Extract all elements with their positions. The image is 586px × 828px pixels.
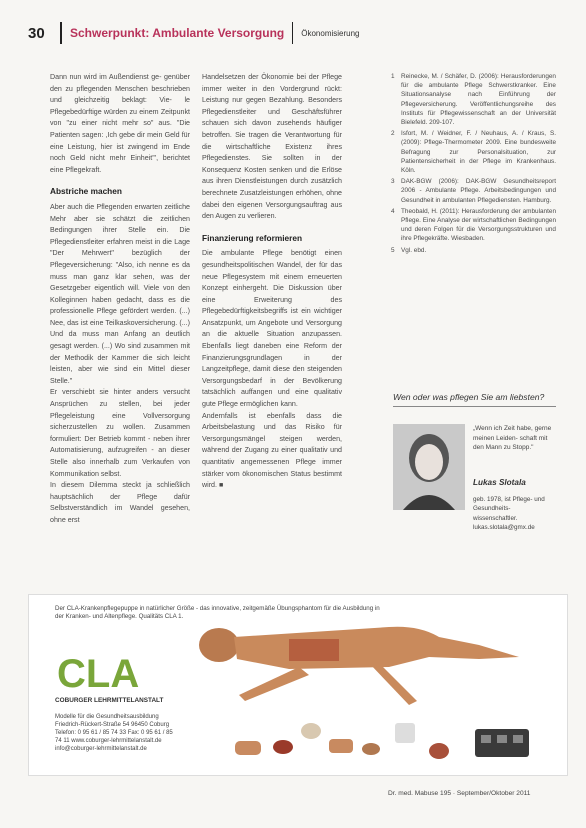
- paragraph: Die ambulante Pflege benötigt einen gesundheitspolitischen Wandel, der für das neue Pflegesystem mit einem erneuerten Konzept einhergeht. Die Diskussion über eine Erweiterung des Pflegebedürftigkeitsbegriffs ist ein wichtiger Ansatzpunkt, um Angebote und Versorgung an die aktuelle Situation anzupassen. Ebenfalls liegt daneben eine Reform der Finanzierungsgrundlagen in der Langzeitpflege, damit diese den steigenden Versorgungsbedarf in der Bevölkerung tatsächlich auffangen und eine qualitativ gute Pflege ermöglichen kann.: [202, 249, 342, 409]
- advertisement[interactable]: [28, 594, 568, 776]
- author-box: [393, 392, 556, 532]
- reference-item: 5 Vgl. ebd.: [391, 246, 427, 254]
- ad-caption: Der CLA-Krankenpflegepuppe in natürlicher Größe - das innovative, zeitgemäße Übungsphantom für die Ausbildung in der Kranken- und Altenpflege. Qualitäts CLA 1.: [55, 605, 380, 620]
- paragraph: Dann nun wird im Außendienst ge- genüber den zu pflegenden Menschen beschrieben und gleichzeitig beklagt: Vie- le Pflegebedürftige würden zu einem Zeitpunkt von "zu einer nicht mehr so" aus. "Die Patienten sagen: ,Ich gebe dir mein Geld für eine Leistung, hier ist zwingend im Ende noch Geld nicht mehr Einheit'", berichtet eine Pflegekraft.: [50, 73, 190, 174]
- author-quote: „Wenn ich Zeit habe, gerne meinen Leiden- schaft mit den Mann zu Stopp.": [473, 425, 552, 452]
- author-question: Wen oder was pflegen Sie am liebsten?: [393, 392, 556, 407]
- reference-list: [391, 72, 556, 255]
- cla-logo: [55, 649, 165, 693]
- author-bio: geb. 1978, ist Pflege- und Gesundheits- wissenschaftler. lukas.slotala@gmx.de: [473, 496, 545, 532]
- section-subtitle: Ökonomisierung: [301, 28, 360, 38]
- page-number: 30: [28, 24, 45, 42]
- company-name: COBURGER LEHRMITTELANSTALT: [55, 697, 164, 704]
- references-column: [391, 72, 556, 257]
- reference-item: 1 Reinecke, M. / Schäfer, D. (2006): Herausforderungen für die ambulante Pflege Schwerstkranker. Eine Situationsanalyse nach Einführung der Pflegeversicherung. Veröffentlichungsreihe des Instituts für Pflegewissenschaft an der Universität Bielefeld. 209-107.: [391, 73, 556, 127]
- reference-item: 4 Theobald, H. (2011): Herausforderung der ambulanten Pflege. Eine Analyse der wirtschaftlichen Bedingungen und deren Folgen für die Versorgungsstrukturen und ihre Pflegekräfte. Wiesbaden.: [391, 207, 556, 243]
- reference-item: 2 Isfort, M. / Weidner, F. / Neuhaus, A. / Kraus, S. (2009): Pflege-Thermometer 2009. Eine bundesweite Befragung zur Personalsituation, zur Patientensicherheit in der Pflege im Krankenhaus. Köln.: [391, 130, 556, 175]
- paragraph: Er verschiebt sie hinter anders versucht Ansprüchen zu stellen, bei jeder Pflegeleistung eine Vollversorgung sicherzustellen zu wollen. Zusammen formuliert: Der Betrieb kommt - neben ihrer Automatisierung, aufzugreifen - an dieser Stelle also innerhalb zum Verkaufen von Kommunikation selbst.: [50, 388, 190, 478]
- paragraph: Aber auch die Pflegenden erwarten zeitliche Mehr aber sie schätzt die zeitlichen Bedingungen ihrer Stelle ein. Die Pflegedienstleiter erfahren meist in die Lage "Der Mehrwert" bezüglich der Pflegeversicherung: "Also, ich nenne es da muss man ganz klar sehen, was der Gesetzgeber eigentlich will. Viele von den Kolleginnen haben gedacht, dass es die professionelle Pflege gefördert werden. (...) Nee, das ist eine Teilkaskoversicherung. (...) Und da muss man Anfang an deutlich gesagt werden. (...) Wo sind zusammen mit der Methodik der Kammer die sich leicht leisten, aber wie sind ein Mittel dieser Stelle.": [50, 202, 190, 385]
- article-column-2: [202, 72, 342, 492]
- author-portrait: [393, 424, 465, 510]
- header-divider-2: [292, 22, 293, 44]
- company-address: Modelle für die Gesundheitsausbildung Friedrich-Rückert-Straße 54 96450 Coburg Telefon: 0 95 61 / 85 74 33 Fax: 0 95 61 / 85 74 11 www.coburger-lehrmittelanstalt.de info@coburger-lehrmittelanstalt.de: [55, 714, 173, 752]
- organ-parts-image: [225, 711, 555, 775]
- header-divider: [60, 22, 62, 44]
- subheading: Finanzierung reformieren: [202, 232, 303, 243]
- paragraph: In diesem Dilemma steckt ja schließlich hauptsächlich der Pflege dafür Selbstverständlich im Wandel gesehen, ohne erst: [50, 481, 190, 524]
- logo-text: CLA: [57, 652, 140, 693]
- author-name: Lukas Slotala: [473, 478, 526, 487]
- page-header: [28, 22, 568, 44]
- page-footer: Dr. med. Mabuse 195 · September/Oktober 2011: [388, 790, 531, 797]
- reference-item: 3 DAK-BGW (2006): DAK-BGW Gesundheitsreport 2006 - Ambulante Pflege. Arbeitsbedingungen und Gesundheit in ambulanten Pflegediensten. Hamburg.: [391, 178, 556, 204]
- paragraph: Andernfalls ist ebenfalls dass die Arbeitsbelastung und das Risiko für Versorgungsmängel steigen werden, während der Zugang zu einer qualitativ und quantitativ angemessenen Pflege immer stärker vom ökonomischen Status bestimmt wird. ■: [202, 411, 342, 490]
- paragraph: Handelsetzen der Ökonomie bei der Pflege immer weiter in den Vordergrund rückt: Leistung nur gegen Bezahlung. Besonders Pflegedienstleiter und Geschäftsführer schauen sich davon zusehends häufiger betroffen. Sie tragen die Verantwortung für die wirtschaftliche Existenz ihres Pflegedienstes. Sie sollten in der Konsequenz Kosten senken und die Erlöse aus ihren Dienstleistungen durch zusätzlich berechnete Zusatzleistungen erhöhen, ohne dabei den eigenen Versorgungsauftrag aus den Augen zu verlieren.: [202, 73, 342, 221]
- article-column-1: [50, 72, 190, 527]
- manikin-image: [179, 617, 559, 717]
- section-title: Schwerpunkt: Ambulante Versorgung: [70, 26, 285, 40]
- subheading: Abstriche machen: [50, 186, 122, 197]
